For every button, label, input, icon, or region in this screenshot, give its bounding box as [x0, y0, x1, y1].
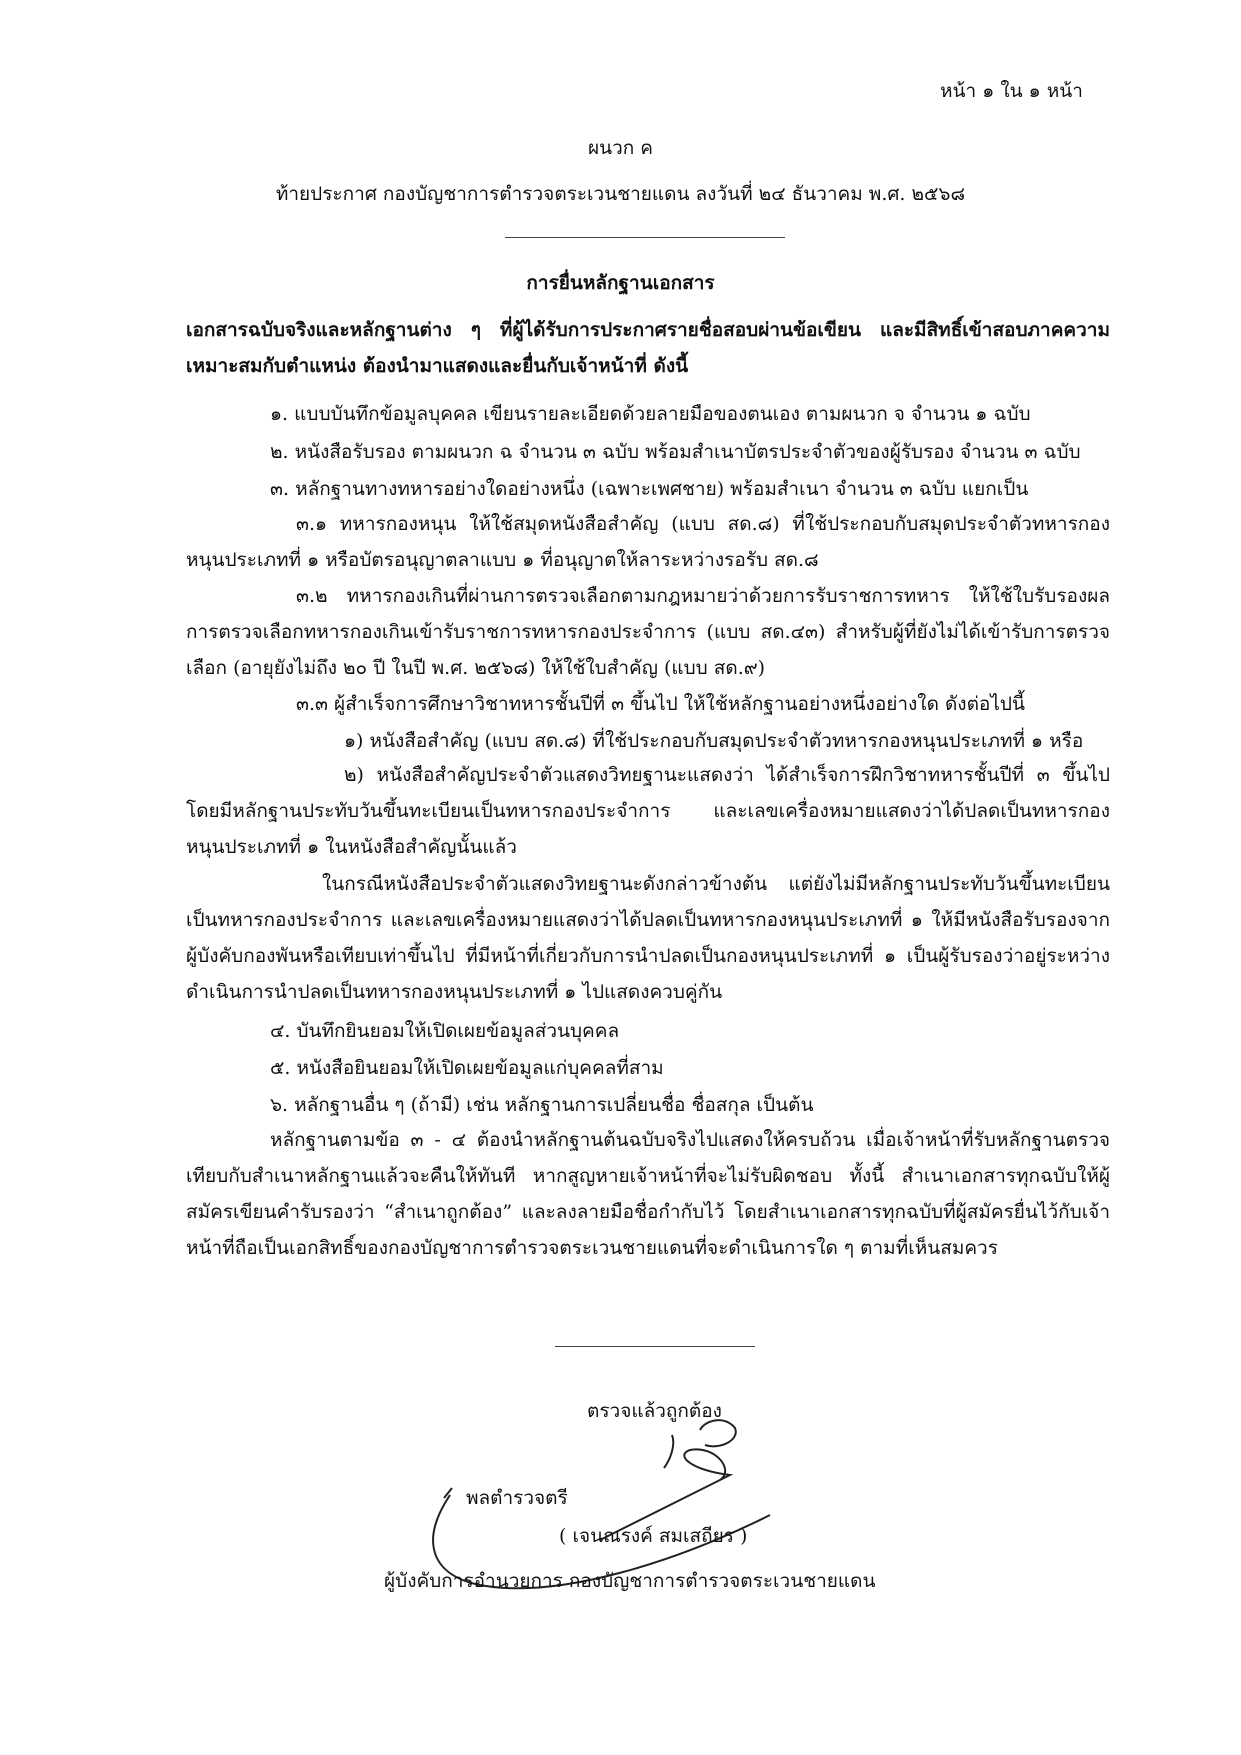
item-4: ๔. บันทึกยินยอมให้เปิดเผยข้อมูลส่วนบุคคล — [270, 1020, 620, 1042]
signer-name: ( เจนณรงค์ สมเสถียร ) — [559, 1525, 748, 1547]
section-heading: การยื่นหลักฐานเอกสาร — [526, 272, 715, 294]
item-3-1: ๓.๑ ทหารกองหนุน ให้ใช้สมุดหนังสือสำคัญ (แบบ สด.๘) ที่ใช้ประกอบกับสมุดประจำตัวทหารกองหนุนประเภทที่ ๑ หรือบัตรอนุญาตลาแบบ ๑ ที่อนุญาตให้ลาระหว่างรอรับ สด.๘ — [186, 513, 1110, 571]
item-2: ๒. หนังสือรับรอง ตามผนวก ฉ จำนวน ๓ ฉบับ พร้อมสำเนาบัตรประจำตัวของผู้รับรอง จำนวน ๓ ฉบับ — [270, 441, 1081, 463]
intro-paragraph: เอกสารฉบับจริงและหลักฐานต่าง ๆ ที่ผู้ได้รับการประกาศรายชื่อสอบผ่านข้อเขียน และมีสิทธิ์เข้าสอบภาคความเหมาะสมกับตำแหน่ง ต้องนำมาแสดงและยื่นกับเจ้าหน้าที่ ดังนี้ — [186, 319, 1110, 377]
certified-text: ตรวจแล้วถูกต้อง — [587, 1400, 722, 1422]
page-indicator: หน้า ๑ ใน ๑ หน้า — [940, 80, 1083, 102]
closing-paragraph: หลักฐานตามข้อ ๓ - ๔ ต้องนำหลักฐานต้นฉบับจริงไปแสดงให้ครบถ้วน เมื่อเจ้าหน้าที่รับหลักฐานตรวจเทียบกับสำเนาหลักฐานแล้วจะคืนให้ทันที หากสูญหายเจ้าหน้าที่จะไม่รับผิดชอบ ทั้งนี้ สำเนาเอกสารทุกฉบับให้ผู้สมัครเขียนคำรับรองว่า “สำเนาถูกต้อง” และลงลายมือชื่อกำกับไว้ โดยสำเนาเอกสารทุกฉบับที่ผู้สมัครยื่นไว้กับเจ้าหน้าที่ถือเป็นเอกสิทธิ์ของกองบัญชาการตำรวจตระเวนชายแดนที่จะดำเนินการใด ๆ ตามที่เห็นสมควร — [186, 1129, 1110, 1259]
item-3: ๓. หลักฐานทางทหารอย่างใดอย่างหนึ่ง (เฉพาะเพศชาย) พร้อมสำเนา จำนวน ๓ ฉบับ แยกเป็น — [270, 478, 1029, 500]
case-note: ในกรณีหนังสือประจำตัวแสดงวิทยฐานะดังกล่าวข้างต้น แต่ยังไม่มีหลักฐานประทับวันขึ้นทะเบียนเป็นทหารกองประจำการ และเลขเครื่องหมายแสดงว่าได้ปลดเป็นทหารกองหนุนประเภทที่ ๑ ให้มีหนังสือรับรองจากผู้บังคับกองพันหรือเทียบเท่าขึ้นไป ที่มีหน้าที่เกี่ยวกับการนำปลดเป็นกองหนุนประเภทที่ ๑ เป็นผู้รับรองว่าอยู่ระหว่างดำเนินการนำปลดเป็นทหารกองหนุนประเภทที่ ๑ ไปแสดงควบคู่กัน — [186, 873, 1110, 1003]
item-3-3-1: ๑) หนังสือสำคัญ (แบบ สด.๘) ที่ใช้ประกอบกับสมุดประจำตัวทหารกองหนุนประเภทที่ ๑ หรือ — [344, 730, 1084, 752]
item-1: ๑. แบบบันทึกข้อมูลบุคคล เขียนรายละเอียดด้วยลายมือของตนเอง ตามผนวก จ จำนวน ๑ ฉบับ — [270, 403, 1031, 425]
signer-rank: พลตำรวจตรี — [466, 1487, 568, 1509]
item-6: ๖. หลักฐานอื่น ๆ (ถ้ามี) เช่น หลักฐานการเปลี่ยนชื่อ ชื่อสกุล เป็นต้น — [270, 1094, 814, 1116]
item-3-2: ๓.๒ ทหารกองเกินที่ผ่านการตรวจเลือกตามกฎหมายว่าด้วยการรับราชการทหาร ให้ใช้ใบรับรองผลการตรวจเลือกทหารกองเกินเข้ารับราชการทหารกองประจำการ (แบบ สด.๔๓) สำหรับผู้ที่ยังไม่ได้เข้ารับการตรวจเลือก (อายุยังไม่ถึง ๒๐ ปี ในปี พ.ศ. ๒๕๖๘) ให้ใช้ใบสำคัญ (แบบ สด.๙) — [186, 585, 1110, 679]
item-3-3: ๓.๓ ผู้สำเร็จการศึกษาวิชาทหารชั้นปีที่ ๓ ขึ้นไป ให้ใช้หลักฐานอย่างหนึ่งอย่างใด ดังต่อไปนี้ — [296, 693, 1025, 715]
closing-divider — [555, 1346, 755, 1347]
appendix-title: ผนวก ค — [587, 137, 654, 159]
item-3-3-2: ๒) หนังสือสำคัญประจำตัวแสดงวิทยฐานะแสดงว่า ได้สำเร็จการฝึกวิชาทหารชั้นปีที่ ๓ ขึ้นไป โดยมีหลักฐานประทับวันขึ้นทะเบียนเป็นทหารกองประจำการ และเลขเครื่องหมายแสดงว่าได้ปลดเป็นทหารกองหนุนประเภทที่ ๑ ในหนังสือสำคัญนั้นแล้ว — [186, 764, 1110, 858]
divider — [505, 237, 785, 238]
subtitle: ท้ายประกาศ กองบัญชาการตำรวจตระเวนชายแดน ลงวันที่ ๒๔ ธันวาคม พ.ศ. ๒๕๖๘ — [275, 183, 966, 205]
signer-position: ผู้บังคับการอำนวยการ กองบัญชาการตำรวจตระเวนชายแดน — [384, 1570, 876, 1592]
item-5: ๕. หนังสือยินยอมให้เปิดเผยข้อมูลแก่บุคคลที่สาม — [270, 1057, 664, 1079]
